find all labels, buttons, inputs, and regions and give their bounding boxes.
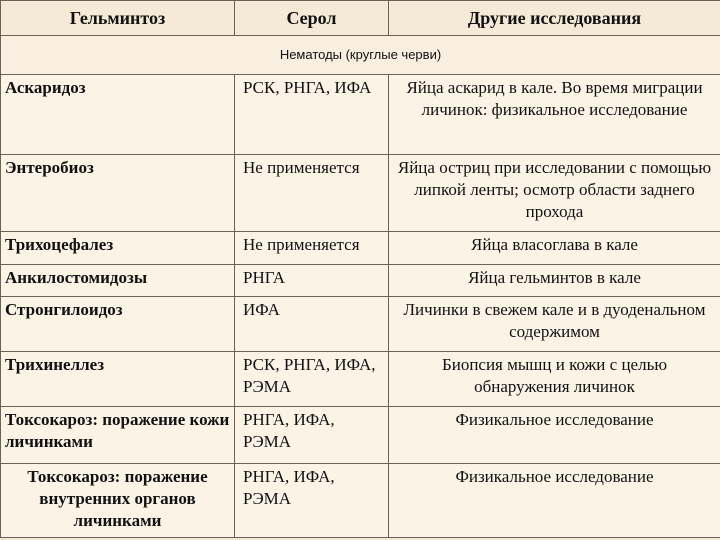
table-row xyxy=(1,297,720,352)
section-title: Нематоды (круглые черви) xyxy=(1,36,720,75)
other-tests-cell: Личинки в свежем кале и в дуоденальном содержимом xyxy=(389,297,720,352)
table-row xyxy=(1,75,720,155)
disease-cell: Токсокароз: поражение внутренних органов личинками xyxy=(1,464,235,538)
disease-cell: Стронгилоидоз xyxy=(1,297,235,352)
header-other-tests: Другие исследования xyxy=(389,1,720,36)
table-row xyxy=(1,265,720,297)
serology-cell: РНГА xyxy=(235,265,389,297)
other-tests-cell: Яйца власоглава в кале xyxy=(389,232,720,265)
other-tests-cell: Яйца аскарид в кале. Во время миграции личинок: физикальное исследование xyxy=(389,75,720,155)
serology-cell: Не применяется xyxy=(235,232,389,265)
other-tests-cell: Биопсия мышц и кожи с целью обнаружения личинок xyxy=(389,352,720,407)
disease-cell: Трихинеллез xyxy=(1,352,235,407)
other-tests-cell: Яйца остриц при исследовании с помощью липкой ленты; осмотр области заднего прохода xyxy=(389,155,720,232)
serology-cell: РНГА, ИФА, РЭМА xyxy=(235,464,389,538)
table-row xyxy=(1,352,720,407)
table-row xyxy=(1,464,720,538)
disease-cell: Трихоцефалез xyxy=(1,232,235,265)
serology-cell: ИФА xyxy=(235,297,389,352)
serology-cell: РСК, РНГА, ИФА xyxy=(235,75,389,155)
other-tests-cell: Яйца гельминтов в кале xyxy=(389,265,720,297)
disease-cell: Токсокароз: поражение кожи личинками xyxy=(1,407,235,464)
serology-cell: Не применяется xyxy=(235,155,389,232)
table-row xyxy=(1,155,720,232)
serology-cell: РСК, РНГА, ИФА, РЭМА xyxy=(235,352,389,407)
serology-cell: РНГА, ИФА, РЭМА xyxy=(235,407,389,464)
disease-cell: Анкилостомидозы xyxy=(1,265,235,297)
disease-cell: Энтеробиоз xyxy=(1,155,235,232)
table-row xyxy=(1,232,720,265)
disease-cell: Аскаридоз xyxy=(1,75,235,155)
header-row xyxy=(1,1,720,36)
other-tests-cell: Физикальное исследование xyxy=(389,464,720,538)
table-row xyxy=(1,407,720,464)
header-serology: Серол xyxy=(235,1,389,36)
header-disease: Гельминтоз xyxy=(1,1,235,36)
section-row xyxy=(1,36,720,75)
other-tests-cell: Физикальное исследование xyxy=(389,407,720,464)
